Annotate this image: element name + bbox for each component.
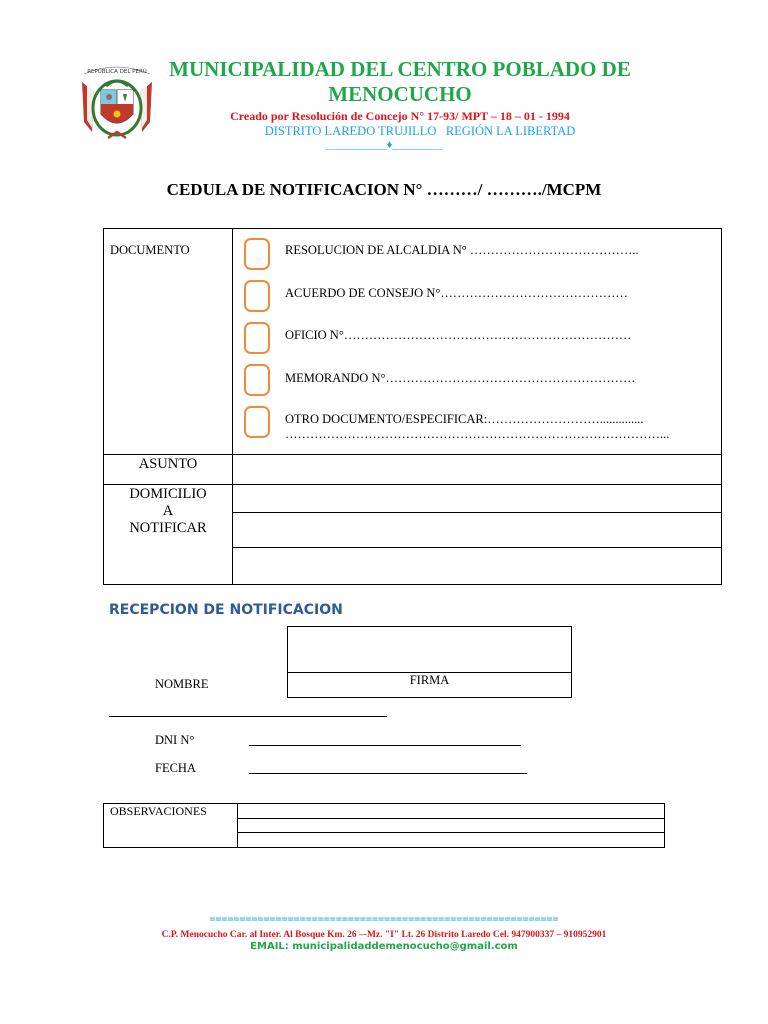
domicilio-field-1[interactable] xyxy=(233,485,721,511)
document-table xyxy=(103,228,722,585)
domicilio-line3: NOTIFICAR xyxy=(129,520,207,536)
crest-text: REPÚBLICA DEL PERÚ xyxy=(87,69,147,75)
domicilio-line1: DOMICILIO xyxy=(129,486,207,502)
footer-address: C.P. Menocucho Car. al Inter. Al Bosque Km. 26 –-Mz. "I" Lt. 26 Distrito Laredo Cel. 947900337 – 910952901 xyxy=(161,930,607,940)
observaciones-table xyxy=(103,803,665,848)
footer-email: EMAIL: municipalidaddemenocucho@gmail.com xyxy=(250,941,518,952)
checkbox-oficio[interactable] xyxy=(244,322,270,354)
fecha-label: FECHA xyxy=(155,761,196,775)
checkbox-acuerdo[interactable] xyxy=(244,280,270,312)
recepcion-title: RECEPCION DE NOTIFICACION xyxy=(109,602,343,618)
domicilio-line2: A xyxy=(162,503,174,519)
footer-separator: ========================================================== xyxy=(209,914,559,925)
checkbox-memorando[interactable] xyxy=(244,364,270,396)
option-memorando: MEMORANDO N°…………………………………………………… xyxy=(285,371,636,385)
domicilio-field-3[interactable] xyxy=(233,548,721,584)
nombre-line[interactable] xyxy=(109,716,387,717)
option-resolucion: RESOLUCION DE ALCALDIA N° ………………………………….. xyxy=(285,243,639,257)
observaciones-field-1[interactable] xyxy=(238,804,664,818)
fecha-line[interactable] xyxy=(249,773,527,774)
observaciones-field-2[interactable] xyxy=(238,819,664,832)
cedula-title: CEDULA DE NOTIFICACION N° ………/ ………./MCPM xyxy=(166,180,602,199)
domicilio-field-2[interactable] xyxy=(233,513,721,546)
dni-line[interactable] xyxy=(249,745,521,746)
checkbox-resolucion[interactable] xyxy=(244,238,270,270)
option-otro: OTRO DOCUMENTO/ESPECIFICAR:……………………….............. xyxy=(285,412,644,426)
observaciones-field-3[interactable] xyxy=(238,833,664,847)
asunto-label: ASUNTO xyxy=(138,456,198,472)
nombre-label: NOMBRE xyxy=(155,677,209,691)
option-oficio: OFICIO N°…………………………………………………………… xyxy=(285,328,632,342)
domicilio-label xyxy=(104,486,232,537)
dni-label: DNI N° xyxy=(155,733,195,747)
option-acuerdo: ACUERDO DE CONSEJO N°……………………………………… xyxy=(285,286,628,300)
header-divider: ___________♦_________ xyxy=(326,139,442,151)
asunto-field[interactable] xyxy=(233,455,721,483)
option-otro-continuation: ………………………………………………………………………………... xyxy=(285,427,670,441)
documento-label: DOCUMENTO xyxy=(110,243,190,257)
checkbox-otro[interactable] xyxy=(244,406,270,438)
firma-label: FIRMA xyxy=(409,673,450,687)
firma-box[interactable] xyxy=(287,626,572,698)
observaciones-label: OBSERVACIONES xyxy=(110,804,207,818)
creation-resolution: Creado por Resolución de Concejo N° 17-93/ MPT – 18 – 01 - 1994 xyxy=(230,109,570,123)
district-region: DISTRITO LAREDO TRUJILLO REGIÓN LA LIBERTAD xyxy=(264,124,576,138)
municipality-title: MUNICIPALIDAD DEL CENTRO POBLADO DE MENOCUCHO xyxy=(169,57,631,106)
